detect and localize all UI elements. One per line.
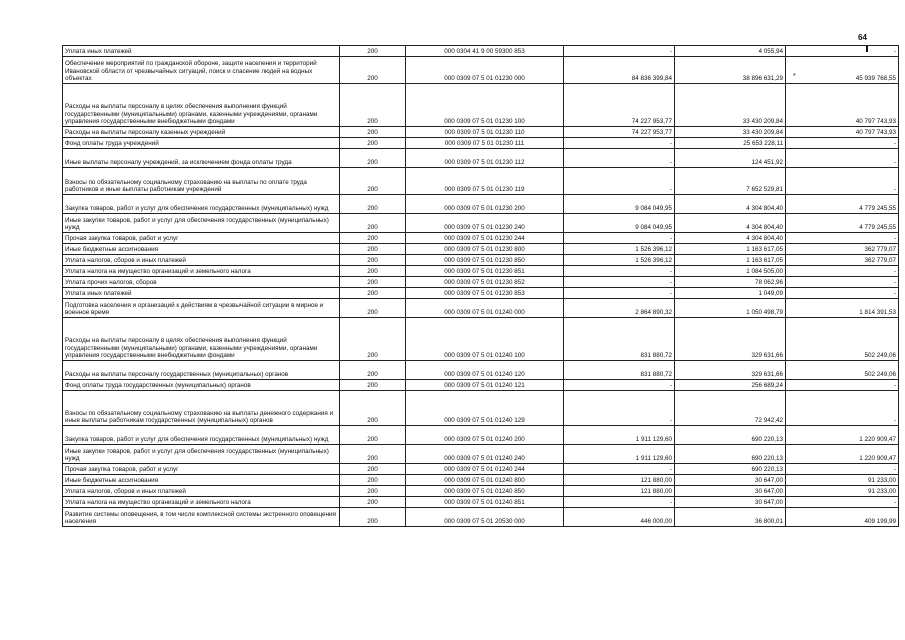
row-budget-code-cell: 000 0309 07 5 01 01240 800 <box>406 475 564 486</box>
row-unexecuted-cell: - <box>786 138 899 149</box>
row-line-code-cell: 200 <box>340 233 406 244</box>
table-row <box>63 380 899 391</box>
row-approved-cell: - <box>564 277 675 288</box>
row-line-code-cell: 200 <box>340 464 406 475</box>
row-line-code-cell: 200 <box>340 138 406 149</box>
row-approved-cell: - <box>564 266 675 277</box>
row-unexecuted-cell: 40 797 743,93 <box>786 127 899 138</box>
row-budget-code-cell: 000 0309 07 5 01 01230 853 <box>406 288 564 299</box>
row-name-cell: Иные закупки товаров, работ и услуг для обеспечения государственных (муниципальных) нужд <box>63 445 340 464</box>
row-approved-cell: - <box>564 391 675 426</box>
row-name-cell: Фонд оплаты труда государственных (муниципальных) органов <box>63 380 340 391</box>
row-budget-code-cell: 000 0309 07 5 01 01230 851 <box>406 266 564 277</box>
row-approved-cell: 1 911 129,60 <box>564 426 675 445</box>
row-line-code-cell: 200 <box>340 57 406 84</box>
row-executed-cell: 690 220,13 <box>675 464 786 475</box>
row-executed-cell: 36 800,01 <box>675 508 786 527</box>
row-executed-cell: 1 050 498,79 <box>675 299 786 318</box>
row-budget-code-cell: 000 0304 41 9 00 59300 853 <box>406 46 564 57</box>
row-name-cell: Закупка товаров, работ и услуг для обеспечения государственных (муниципальных) нужд <box>63 426 340 445</box>
row-name-cell: Подготовка населения и организаций к действиям в чрезвычайной ситуации в мирное и военное время <box>63 299 340 318</box>
row-unexecuted-cell: 362 779,07 <box>786 255 899 266</box>
stray-mark-icon: * <box>793 73 796 80</box>
row-unexecuted-cell: 1 220 909,47 <box>786 445 899 464</box>
row-unexecuted-cell: 4 779 245,55 <box>786 195 899 214</box>
table-row <box>63 255 899 266</box>
row-line-code-cell: 200 <box>340 380 406 391</box>
row-unexecuted-cell: 91 233,00 <box>786 486 899 497</box>
row-line-code-cell: 200 <box>340 195 406 214</box>
table-row <box>63 57 899 84</box>
row-executed-cell: 690 220,13 <box>675 426 786 445</box>
row-name-cell: Расходы на выплаты персоналу в целях обеспечения выполнения функций государственными (муниципальными) органами, казенными учреждениями, органами управления государственными внебюджетными фондами <box>63 318 340 361</box>
row-approved-cell: 831 880,72 <box>564 318 675 361</box>
table-row <box>63 464 899 475</box>
row-name-cell: Иные бюджетные ассигнования <box>63 244 340 255</box>
row-budget-code-cell: 000 0309 07 5 01 01240 100 <box>406 318 564 361</box>
row-budget-code-cell: 000 0309 07 5 01 01240 000 <box>406 299 564 318</box>
row-executed-cell: 4 304 804,40 <box>675 233 786 244</box>
row-executed-cell: 124 451,92 <box>675 149 786 168</box>
row-line-code-cell: 200 <box>340 277 406 288</box>
row-line-code-cell: 200 <box>340 361 406 380</box>
row-budget-code-cell: 000 0309 07 5 01 01240 200 <box>406 426 564 445</box>
row-executed-cell: 30 647,00 <box>675 486 786 497</box>
row-unexecuted-cell: - <box>786 233 899 244</box>
row-executed-cell: 30 647,00 <box>675 497 786 508</box>
row-unexecuted-cell: - <box>786 149 899 168</box>
row-executed-cell: 38 896 631,29 <box>675 57 786 84</box>
row-name-cell: Расходы на выплаты персоналу государственных (муниципальных) органов <box>63 361 340 380</box>
row-name-cell: Развитие системы оповещения, в том числе комплексной системы экстренного оповещения населения <box>63 508 340 527</box>
row-approved-cell: - <box>564 138 675 149</box>
row-executed-cell: 78 062,96 <box>675 277 786 288</box>
row-name-cell: Уплата налога на имущество организаций и земельного налога <box>63 266 340 277</box>
row-unexecuted-cell: 91 233,00 <box>786 475 899 486</box>
row-line-code-cell: 200 <box>340 391 406 426</box>
row-executed-cell: 1 163 617,05 <box>675 244 786 255</box>
row-executed-cell: 4 055,94 <box>675 46 786 57</box>
table-row <box>63 391 899 426</box>
row-line-code-cell: 200 <box>340 214 406 233</box>
table-row <box>63 361 899 380</box>
row-approved-cell: 121 880,00 <box>564 475 675 486</box>
row-approved-cell: 1 526 396,12 <box>564 255 675 266</box>
row-line-code-cell: 200 <box>340 299 406 318</box>
row-budget-code-cell: 000 0309 07 5 01 01230 100 <box>406 84 564 127</box>
row-approved-cell: 1 911 129,60 <box>564 445 675 464</box>
row-name-cell: Расходы на выплаты персоналу в целях обеспечения выполнения функций государственными (муниципальными) органами, казенными учреждениями, органами управления государственными внебюджетными фондами <box>63 84 340 127</box>
table-row <box>63 475 899 486</box>
row-approved-cell: 446 000,00 <box>564 508 675 527</box>
row-approved-cell: - <box>564 168 675 195</box>
row-budget-code-cell: 000 0309 07 5 01 20530 000 <box>406 508 564 527</box>
table-row <box>63 288 899 299</box>
row-budget-code-cell: 000 0309 07 5 01 01230 112 <box>406 149 564 168</box>
row-line-code-cell: 200 <box>340 127 406 138</box>
row-line-code-cell: 200 <box>340 244 406 255</box>
row-approved-cell: 9 084 049,95 <box>564 214 675 233</box>
row-name-cell: Закупка товаров, работ и услуг для обеспечения государственных (муниципальных) нужд <box>63 195 340 214</box>
row-approved-cell: - <box>564 380 675 391</box>
row-unexecuted-cell: 362 779,07 <box>786 244 899 255</box>
row-approved-cell: - <box>564 464 675 475</box>
table-row <box>63 445 899 464</box>
row-approved-cell: 831 880,72 <box>564 361 675 380</box>
row-executed-cell: 329 631,66 <box>675 318 786 361</box>
row-budget-code-cell: 000 0309 07 5 01 01230 244 <box>406 233 564 244</box>
row-unexecuted-cell: 502 249,06 <box>786 318 899 361</box>
row-approved-cell: 74 227 953,77 <box>564 84 675 127</box>
row-unexecuted-cell: 4 779 245,55 <box>786 214 899 233</box>
row-line-code-cell: 200 <box>340 497 406 508</box>
row-name-cell: Взносы по обязательному социальному страхованию на выплаты по оплате труда работников и иные выплаты работникам учреждений <box>63 168 340 195</box>
row-unexecuted-cell: - <box>786 497 899 508</box>
row-approved-cell: 2 864 890,32 <box>564 299 675 318</box>
row-name-cell: Уплата налогов, сборов и иных платежей <box>63 255 340 266</box>
row-executed-cell: 256 689,24 <box>675 380 786 391</box>
row-unexecuted-cell: 502 249,06 <box>786 361 899 380</box>
row-budget-code-cell: 000 0309 07 5 01 01230 200 <box>406 195 564 214</box>
row-budget-code-cell: 000 0309 07 5 01 01240 851 <box>406 497 564 508</box>
row-name-cell: Уплата иных платежей <box>63 288 340 299</box>
table-row <box>63 244 899 255</box>
row-executed-cell: 1 049,09 <box>675 288 786 299</box>
row-budget-code-cell: 000 0309 07 5 01 01230 111 <box>406 138 564 149</box>
row-approved-cell: - <box>564 497 675 508</box>
row-executed-cell: 4 304 804,40 <box>675 195 786 214</box>
row-executed-cell: 33 430 209,84 <box>675 84 786 127</box>
row-approved-cell: - <box>564 288 675 299</box>
row-unexecuted-cell: - <box>786 277 899 288</box>
row-unexecuted-cell: - <box>786 46 899 57</box>
table-row <box>63 138 899 149</box>
row-unexecuted-cell: 1 814 391,53 <box>786 299 899 318</box>
row-executed-cell: 30 647,00 <box>675 475 786 486</box>
budget-table <box>62 45 899 527</box>
row-name-cell: Уплата прочих налогов, сборов <box>63 277 340 288</box>
row-approved-cell: 9 084 049,95 <box>564 195 675 214</box>
row-executed-cell: 25 653 228,11 <box>675 138 786 149</box>
row-executed-cell: 329 631,66 <box>675 361 786 380</box>
row-budget-code-cell: 000 0309 07 5 01 01230 119 <box>406 168 564 195</box>
row-approved-cell: 74 227 953,77 <box>564 127 675 138</box>
row-line-code-cell: 200 <box>340 486 406 497</box>
table-row <box>63 214 899 233</box>
table-row <box>63 127 899 138</box>
row-unexecuted-cell: - <box>786 168 899 195</box>
row-name-cell: Уплата налогов, сборов и иных платежей <box>63 486 340 497</box>
row-approved-cell: - <box>564 233 675 244</box>
row-budget-code-cell: 000 0309 07 5 01 01230 850 <box>406 255 564 266</box>
row-budget-code-cell: 000 0309 07 5 01 01230 110 <box>406 127 564 138</box>
row-executed-cell: 72 942,42 <box>675 391 786 426</box>
row-executed-cell: 1 084 505,00 <box>675 266 786 277</box>
row-unexecuted-cell: - <box>786 464 899 475</box>
table-row <box>63 497 899 508</box>
table-row <box>63 168 899 195</box>
table-row <box>63 195 899 214</box>
row-name-cell: Взносы по обязательному социальному страхованию на выплаты денежного содержания и иные выплаты работникам государственных (муниципальных) органов <box>63 391 340 426</box>
table-row <box>63 318 899 361</box>
table-row <box>63 46 899 57</box>
table-row <box>63 299 899 318</box>
row-name-cell: Уплата иных платежей <box>63 46 340 57</box>
row-name-cell: Иные выплаты персоналу учреждений, за исключением фонда оплаты труда <box>63 149 340 168</box>
row-executed-cell: 1 163 617,05 <box>675 255 786 266</box>
row-line-code-cell: 200 <box>340 84 406 127</box>
row-name-cell: Обеспечение мероприятий по гражданской обороне, защите населения и территорий Ивановской области от чрезвычайных ситуаций, поиск и спасение людей на водных объектах <box>63 57 340 84</box>
row-budget-code-cell: 000 0309 07 5 01 01230 240 <box>406 214 564 233</box>
row-budget-code-cell: 000 0309 07 5 01 01240 850 <box>406 486 564 497</box>
row-unexecuted-cell: 409 199,99 <box>786 508 899 527</box>
row-name-cell: Уплата налога на имущество организаций и земельного налога <box>63 497 340 508</box>
budget-table-body <box>63 46 899 527</box>
row-name-cell: Иные бюджетные ассигнования <box>63 475 340 486</box>
row-name-cell: Прочая закупка товаров, работ и услуг <box>63 464 340 475</box>
row-unexecuted-cell: - <box>786 266 899 277</box>
row-budget-code-cell: 000 0309 07 5 01 01240 244 <box>406 464 564 475</box>
row-budget-code-cell: 000 0309 07 5 01 01240 121 <box>406 380 564 391</box>
table-row <box>63 233 899 244</box>
row-line-code-cell: 200 <box>340 288 406 299</box>
row-budget-code-cell: 000 0309 07 5 01 01230 852 <box>406 277 564 288</box>
row-approved-cell: - <box>564 149 675 168</box>
table-row <box>63 149 899 168</box>
row-line-code-cell: 200 <box>340 46 406 57</box>
row-name-cell: Прочая закупка товаров, работ и услуг <box>63 233 340 244</box>
row-line-code-cell: 200 <box>340 266 406 277</box>
table-row <box>63 508 899 527</box>
row-unexecuted-cell: 1 220 909,47 <box>786 426 899 445</box>
row-approved-cell: 121 880,00 <box>564 486 675 497</box>
table-row <box>63 277 899 288</box>
row-unexecuted-cell: 40 797 743,93 <box>786 84 899 127</box>
row-line-code-cell: 200 <box>340 426 406 445</box>
table-row <box>63 84 899 127</box>
row-approved-cell: - <box>564 46 675 57</box>
row-unexecuted-cell: - <box>786 391 899 426</box>
row-budget-code-cell: 000 0309 07 5 01 01240 129 <box>406 391 564 426</box>
row-line-code-cell: 200 <box>340 445 406 464</box>
row-name-cell: Иные закупки товаров, работ и услуг для обеспечения государственных (муниципальных) нужд <box>63 214 340 233</box>
row-budget-code-cell: 000 0309 07 5 01 01230 000 <box>406 57 564 84</box>
row-line-code-cell: 200 <box>340 318 406 361</box>
row-unexecuted-cell: - <box>786 288 899 299</box>
row-budget-code-cell: 000 0309 07 5 01 01240 240 <box>406 445 564 464</box>
row-unexecuted-cell: 45 939 768,55 <box>786 57 899 84</box>
row-line-code-cell: 200 <box>340 508 406 527</box>
row-line-code-cell: 200 <box>340 168 406 195</box>
row-name-cell: Расходы на выплаты персоналу казенных учреждений <box>63 127 340 138</box>
row-executed-cell: 4 304 804,40 <box>675 214 786 233</box>
table-row <box>63 486 899 497</box>
row-line-code-cell: 200 <box>340 255 406 266</box>
row-executed-cell: 33 430 209,84 <box>675 127 786 138</box>
page-number: 64 <box>858 33 867 42</box>
row-budget-code-cell: 000 0309 07 5 01 01230 800 <box>406 244 564 255</box>
row-executed-cell: 7 652 529,81 <box>675 168 786 195</box>
row-name-cell: Фонд оплаты труда учреждений <box>63 138 340 149</box>
row-approved-cell: 84 836 399,84 <box>564 57 675 84</box>
row-budget-code-cell: 000 0309 07 5 01 01240 120 <box>406 361 564 380</box>
table-row <box>63 426 899 445</box>
row-line-code-cell: 200 <box>340 149 406 168</box>
row-executed-cell: 690 220,13 <box>675 445 786 464</box>
row-line-code-cell: 200 <box>340 475 406 486</box>
row-unexecuted-cell: - <box>786 380 899 391</box>
row-approved-cell: 1 526 396,12 <box>564 244 675 255</box>
table-row <box>63 266 899 277</box>
